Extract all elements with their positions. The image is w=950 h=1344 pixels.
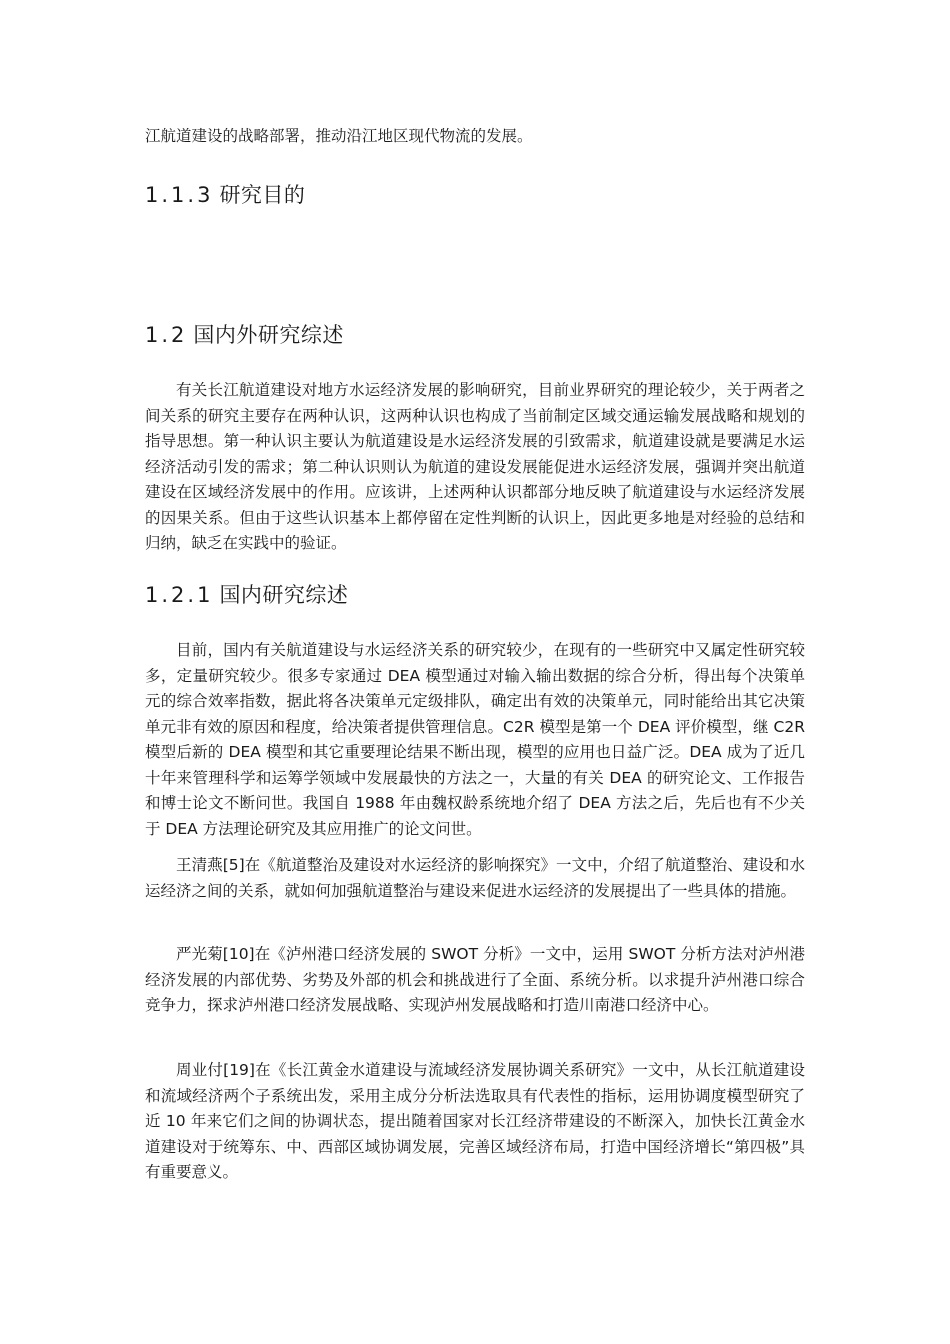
section-1-2-heading xyxy=(145,320,805,350)
continuation-text-block xyxy=(145,124,805,150)
body-paragraph: 目前，国内有关航道建设与水运经济关系的研究较少，在现有的一些研究中又属定性研究较多，定量研究较少。很多专家通过 DEA 模型通过对输入输出数据的综合分析，得出每个决策单元的综合效率指数，据此将各决策单元定级排队，确定出有效的决策单元，同时能给出其它决策单元非有效的原因和程度，给决策者提供管理信息。C2R 模型是第一个 DEA 评价模型，继 C2R 模型后新的 DEA 模型和其它重要理论结果不断出现，模型的应用也日益广泛。DEA 成为了近几十年来管理科学和运筹学领域中发展最快的方法之一，大量的有关 DEA 的研究论文、工作报告和博士论文不断问世。我国自 1988 年由魏权龄系统地介绍了 DEA 方法之后，先后也有不少关于 DEA 方法理论研究及其应用推广的论文问世。 xyxy=(145,641,805,838)
body-paragraph: 王清燕[5]在《航道整治及建设对水运经济的影响探究》一文中，介绍了航道整治、建设和水运经济之间的关系，就如何加强航道整治与建设来促进水运经济的发展提出了一些具体的措施。 xyxy=(145,856,805,900)
section-1-2-body xyxy=(145,378,805,557)
section-title: 国内外研究综述 xyxy=(193,323,344,347)
section-title: 国内研究综述 xyxy=(219,583,349,607)
continuation-paragraph: 江航道建设的战略部署，推动沿江地区现代物流的发展。 xyxy=(145,127,533,145)
body-paragraph: 有关长江航道建设对地方水运经济发展的影响研究，目前业界研究的理论较少，关于两者之间关系的研究主要存在两种认识，这两种认识也构成了当前制定区域交通运输发展战略和规划的指导思想。第一种认识主要认为航道建设是水运经济发展的引致需求，航道建设就是要满足水运经济活动引发的需求；第二种认识则认为航道的建设发展能促进水运经济发展，强调并突出航道建设在区域经济发展中的作用。应该讲，上述两种认识都部分地反映了航道建设与水运经济发展的因果关系。但由于这些认识基本上都停留在定性判断的认识上，因此更多地是对经验的总结和归纳，缺乏在实践中的验证。 xyxy=(145,381,805,552)
section-1-2-1-paragraph-3 xyxy=(145,942,805,1019)
section-title: 研究目的 xyxy=(219,183,306,207)
section-1-1-3-heading xyxy=(145,180,805,210)
section-number: 1.2.1 xyxy=(145,583,214,607)
body-paragraph: 严光菊[10]在《泸州港口经济发展的 SWOT 分析》一文中，运用 SWOT 分析方法对泸州港经济发展的内部优势、劣势及外部的机会和挑战进行了全面、系统分析。以求提升泸州港口综合竞争力，探求泸州港口经济发展战略、实现泸州发展战略和打造川南港口经济中心。 xyxy=(145,945,805,1014)
section-number: 1.2 xyxy=(145,323,188,347)
section-number: 1.1.3 xyxy=(145,183,214,207)
section-1-2-1-heading xyxy=(145,580,805,610)
section-1-2-1-paragraph-2 xyxy=(145,853,805,904)
section-1-2-1-paragraph-4 xyxy=(145,1058,805,1186)
body-paragraph: 周业付[19]在《长江黄金水道建设与流域经济发展协调关系研究》一文中，从长江航道建设和流域经济两个子系统出发，采用主成分分析法选取具有代表性的指标，运用协调度模型研究了近 10 年来它们之间的协调状态，提出随着国家对长江经济带建设的不断深入，加快长江黄金水道建设对于统筹东、中、西部区域协调发展，完善区域经济布局，打造中国经济增长“第四极”具有重要意义。 xyxy=(145,1061,805,1181)
section-1-2-1-paragraph-1 xyxy=(145,638,805,842)
